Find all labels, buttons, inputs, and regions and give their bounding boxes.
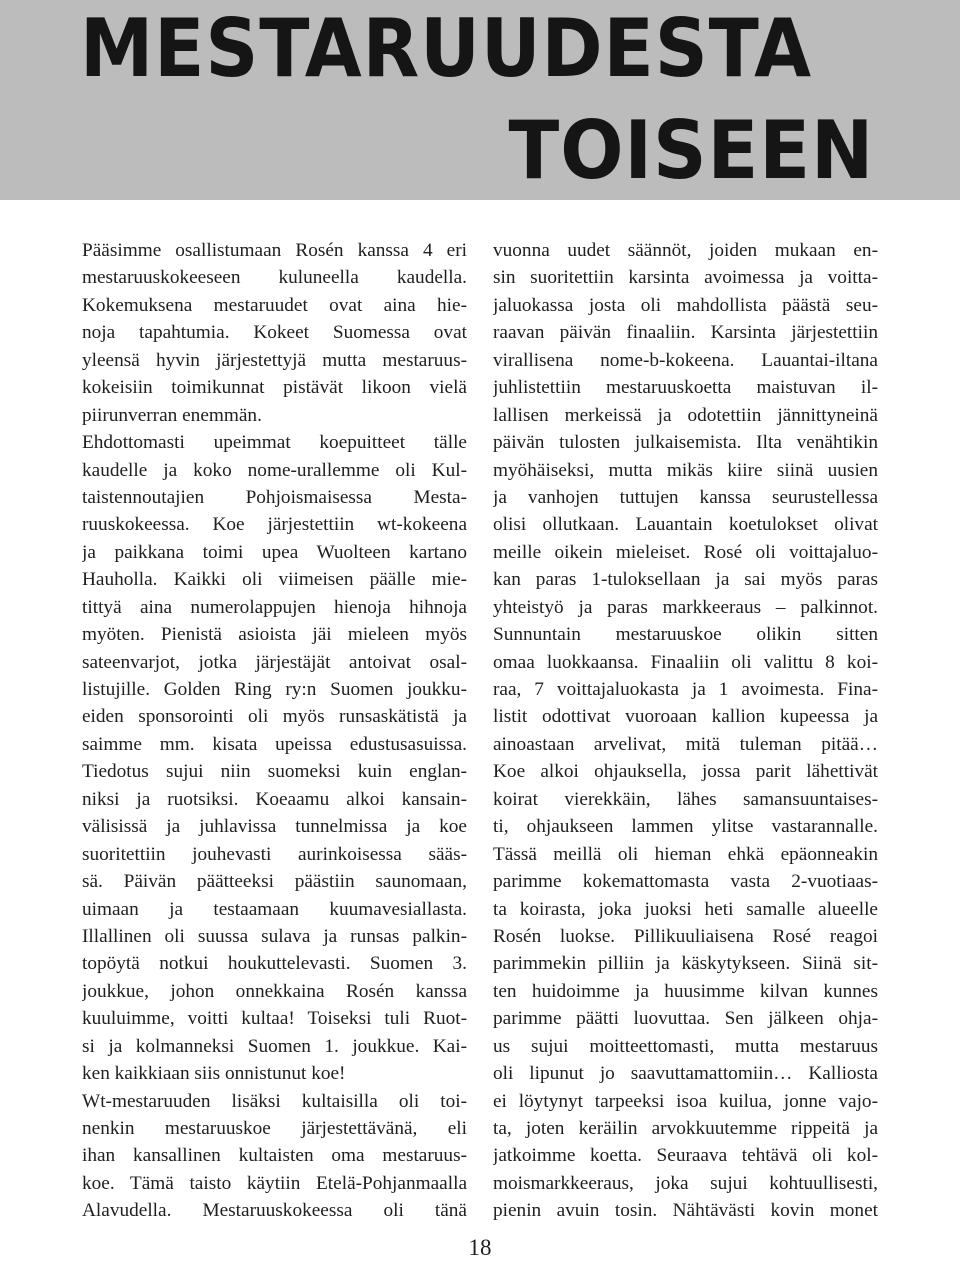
text-line: Koe alkoi ohjauksella, jossa parit lähettivät: [493, 761, 878, 783]
text-line: Pääsimme osallistumaan Rosén kanssa 4 eri: [82, 240, 467, 261]
text-line: Tiedotus sujui niin suomeksi kuin englan-: [82, 761, 467, 783]
text-line: suoritettiin jouhevasti aurinkoisessa sääs-: [82, 843, 467, 865]
text-line: Sunnuntain mestaruuskoe olikin sitten: [493, 624, 878, 646]
text-line: mestaruuskokeeseen kuluneella kaudella.: [82, 267, 467, 289]
text-line: sateenvarjot, jotka järjestäjät antoivat osal-: [82, 651, 467, 673]
text-line: ainoastaan arvelivat, mitä tuleman pitää…: [493, 733, 878, 755]
text-line: kan paras 1-tuloksellaan ja sai myös paras: [493, 569, 878, 591]
page-number: 18: [468, 1235, 492, 1260]
text-line: virallisena nome-b-kokeena. Lauantai-iltana: [493, 349, 878, 371]
text-line: ja paikkana toimi upea Wuolteen kartano: [82, 541, 467, 563]
text-line: saimme mm. kisata upeissa edustusasuissa.: [82, 733, 467, 755]
text-line: ta, joten keräilin arvokkuutemme rippeitä ja: [493, 1118, 878, 1139]
text-line: si ja kolmanneksi Suomen 1. joukkue. Kai-: [82, 1035, 467, 1057]
text-line: koirat vierekkäin, lähes samansuuntaises-: [493, 788, 878, 810]
text-line: lallisen merkeissä ja odotettiin jännittyneinä: [493, 404, 878, 426]
text-line: myöhäiseksi, mutta mikäs kiire siinä uusien: [493, 459, 878, 481]
text-line: Rosén luokse. Pillikuuliaisena Rosé reagoi: [493, 925, 878, 947]
text-line: niksi ja ruotsiksi. Koeaamu alkoi kansain-: [82, 788, 467, 810]
text-line: juhlistettiin mestaruuskoetta maistuvan il-: [493, 377, 878, 399]
text-line: us sujui moitteettomasti, mutta mestaruus: [493, 1035, 878, 1057]
right-text-column: [493, 237, 878, 1225]
text-line: joukkue, johon onnekkaina Rosén kanssa: [82, 980, 467, 1002]
text-line: nenkin mestaruuskoe järjestettävänä, eli: [82, 1118, 467, 1139]
text-line: ja vanhojen tuttujen kanssa seurustellessa: [493, 486, 878, 508]
text-line: vuonna uudet säännöt, joiden mukaan en-: [493, 240, 878, 261]
text-line: Illallinen oli suussa sulava ja runsas palkin-: [82, 925, 467, 947]
text-line: sin suoritettiin karsinta avoimessa ja voitta-: [493, 267, 878, 289]
text-line: moismarkkeeraus, joka sujui kohtuullisesti,: [493, 1172, 878, 1194]
text-line: noja tapahtumia. Kokeet Suomessa ovat: [82, 322, 467, 344]
text-line: jaluokassa josta oli mahdollista päästä seu-: [493, 294, 878, 316]
text-line: pienin avuin tosin. Nähtävästi kovin monet: [493, 1200, 878, 1222]
text-line: kaudelle ja koko nome-urallemme oli Kul-: [82, 459, 467, 481]
left-text-column: [82, 237, 467, 1225]
text-line: ken kaikkiaan siis onnistunut koe!: [82, 1063, 346, 1085]
text-line: listujille. Golden Ring ry:n Suomen joukku-: [82, 679, 467, 700]
header-band: [0, 0, 960, 200]
text-line: Wt-mestaruuden lisäksi kultaisilla oli toi-: [82, 1090, 467, 1112]
text-line: koe. Tämä taisto käytiin Etelä-Pohjanmaalla: [82, 1172, 467, 1194]
text-line: sä. Päivän päätteeksi päästiin saunomaan,: [82, 871, 467, 893]
text-line: eiden sponsorointi oli myös runsaskätistä ja: [82, 706, 467, 728]
text-line: jatkoimme koetta. Seuraava tehtävä oli kol-: [493, 1145, 878, 1167]
article-title-line-2: TOISEEN: [508, 104, 874, 197]
text-line: parimme kokemattomasta vasta 2-vuotiaas-: [493, 871, 878, 893]
text-line: raavan päivän finaaliin. Karsinta järjestettiin: [493, 322, 878, 344]
text-line: ei löytynyt tarpeeksi isoa kuilua, jonne vajo-: [493, 1090, 878, 1112]
text-line: listit odottivat vuoroaan kallion kupeessa ja: [493, 706, 878, 728]
article-title-line-1: MESTARUUDESTA: [80, 2, 812, 95]
text-line: kokeisiin toimikunnat pistävät likoon vielä: [82, 377, 467, 399]
text-line: oli lipunut jo saavuttamattomiin… Kalliosta: [493, 1063, 878, 1085]
text-line: parimme päätti luovuttaa. Sen jälkeen ohja-: [493, 1008, 878, 1030]
text-line: topöytä notkui houkuttelevasti. Suomen 3.: [82, 953, 467, 975]
text-line: ruuskokeessa. Koe järjestettiin wt-kokeena: [82, 514, 467, 536]
text-line: Kokemuksena mestaruudet ovat aina hie-: [82, 294, 467, 316]
text-line: raa, 7 voittajaluokasta ja 1 avoimesta. Fina-: [493, 679, 878, 700]
text-line: Alavudella. Mestaruuskokeessa oli tänä: [82, 1200, 467, 1222]
text-line: taistennoutajien Pohjoismaisessa Mesta-: [82, 486, 467, 508]
text-line: välisissä ja juhlavissa tunnelmissa ja koe: [82, 816, 467, 838]
text-line: ti, ohjaukseen lammen ylitse vastarannalle.: [493, 816, 878, 838]
text-line: päivän tulosten julkaisemista. Ilta venähtikin: [493, 432, 878, 454]
text-line: yleensä hyvin järjestettyjä mutta mestaruus-: [82, 349, 467, 371]
text-line: uimaan ja testaamaan kuumavesiallasta.: [82, 898, 467, 920]
text-line: myöten. Pienistä asioista jäi mieleen myös: [82, 624, 467, 646]
text-line: yhteistyö ja paras markkeeraus – palkinnot.: [493, 596, 878, 618]
text-line: meille oikein mieleiset. Rosé oli voittajaluo-: [493, 541, 878, 563]
text-line: tittyä aina numerolappujen hienoja hihnoja: [82, 596, 467, 618]
text-line: Ehdottomasti upeimmat koepuitteet tälle: [82, 432, 467, 454]
text-line: omaa luokkaansa. Finaaliin oli valittu 8 koi-: [493, 651, 878, 673]
text-line: ta koirasta, joka juoksi heti samalle alueelle: [493, 898, 878, 920]
text-line: Tässä meillä oli hieman ehkä epäonneakin: [493, 843, 878, 865]
text-line: Hauholla. Kaikki oli viimeisen päälle mie-: [82, 569, 467, 591]
text-line: ihan kansallinen kultaisten oma mestaruus-: [82, 1145, 467, 1167]
text-line: ten huidoimme ja huusimme kilvan kunnes: [493, 980, 878, 1002]
text-line: piirunverran enemmän.: [82, 404, 262, 426]
text-line: olisi ollutkaan. Lauantain koetulokset olivat: [493, 514, 878, 536]
text-line: parimmekin pilliin ja käskytykseen. Siinä sit-: [493, 953, 878, 975]
text-line: kuuluimme, voitti kultaa! Toiseksi tuli Ruot-: [82, 1008, 467, 1030]
